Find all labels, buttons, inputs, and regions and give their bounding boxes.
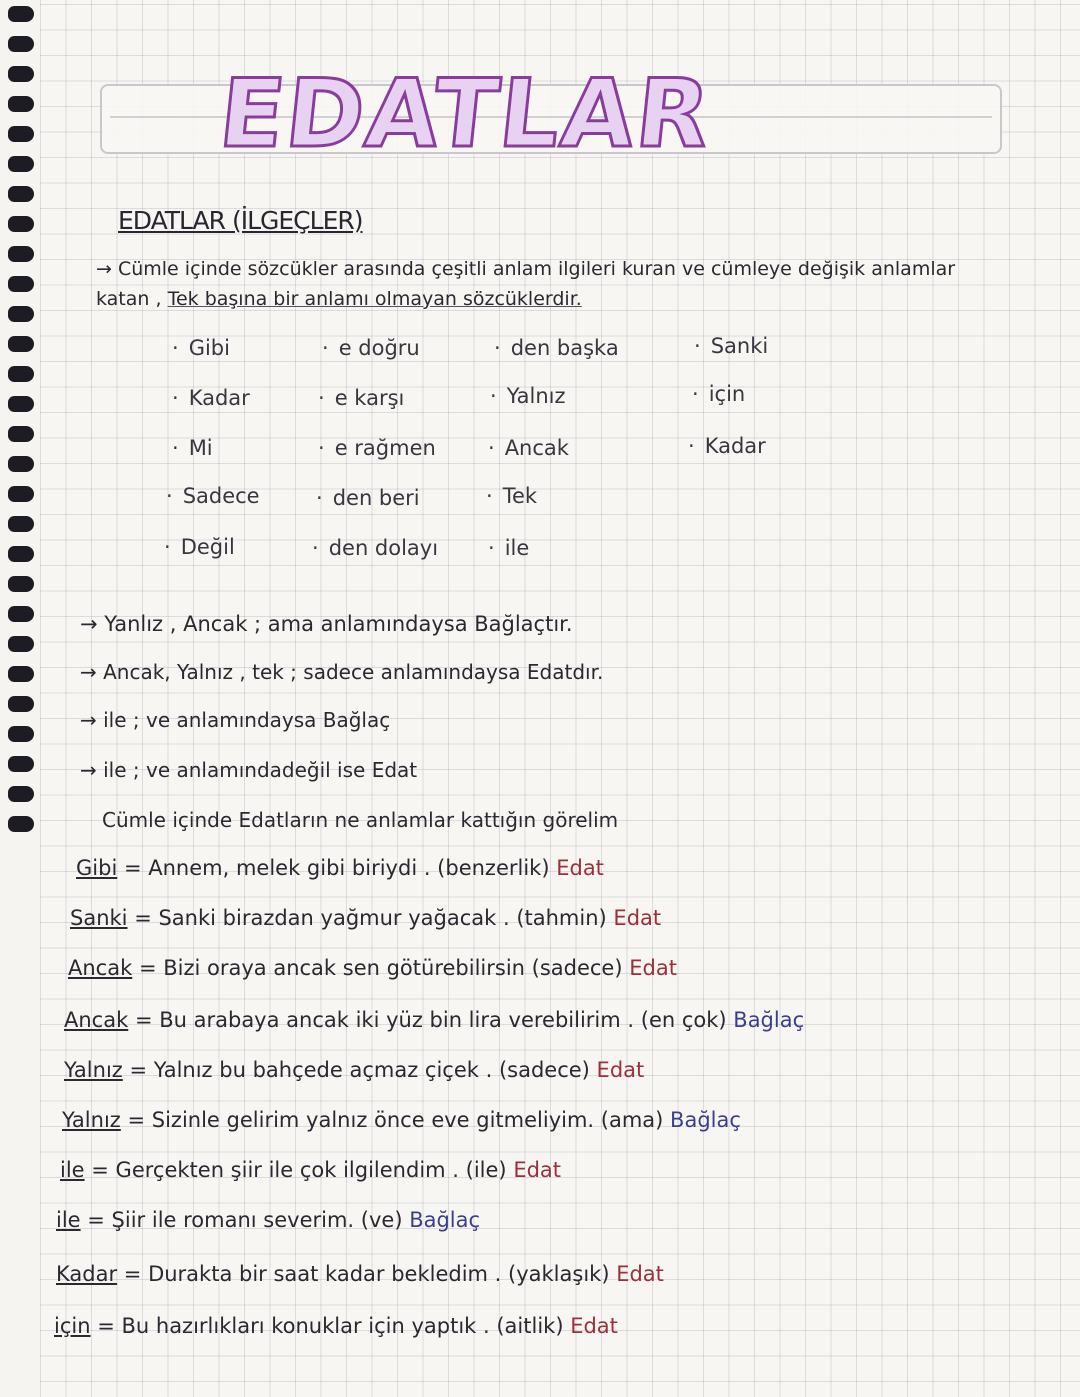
binding-ring [8, 486, 34, 502]
binding-ring [8, 66, 34, 82]
binding-ring [8, 696, 34, 712]
binding-ring [8, 726, 34, 742]
binding-ring [8, 606, 34, 622]
list-item: · ile [488, 536, 530, 560]
list-item: · e doğru [322, 336, 420, 360]
binding-ring [8, 156, 34, 172]
binding-ring [8, 426, 34, 442]
binding-ring [8, 516, 34, 532]
examples-subheading: Cümle içinde Edatların ne anlamlar kattığın görelim [102, 808, 619, 832]
rule-line: → ile ; ve anlamındadeğil ise Edat [80, 758, 418, 782]
binding-ring [8, 786, 34, 802]
binding-ring [8, 36, 34, 52]
example-row: Yalnız = Sizinle gelirim yalnız önce eve gitmeliyim. (ama) Bağlaç [62, 1108, 741, 1132]
intro-prefix: katan , [96, 288, 162, 310]
example-row: için = Bu hazırlıkları konuklar için yaptık . (aitlik) Edat [54, 1314, 618, 1338]
list-item: · Kadar [688, 434, 766, 458]
list-item: · Değil [164, 535, 235, 559]
binding-ring [8, 96, 34, 112]
binding-ring [8, 636, 34, 652]
binding-ring [8, 216, 34, 232]
binding-ring [8, 306, 34, 322]
binding-ring [8, 366, 34, 382]
binding-ring [8, 186, 34, 202]
list-item: · e rağmen [318, 436, 436, 460]
list-item: · Sanki [694, 334, 769, 358]
binding-ring [8, 336, 34, 352]
list-item: · den başka [494, 336, 619, 360]
list-item: · Sadece [166, 484, 260, 508]
binding-ring [8, 246, 34, 262]
rule-line: → Yanlız , Ancak ; ama anlamındaysa Bağlaçtır. [80, 612, 573, 636]
example-row: Ancak = Bu arabaya ancak iki yüz bin lira verebilirim . (en çok) Bağlaç [64, 1008, 805, 1032]
binding-ring [8, 456, 34, 472]
example-row: ile = Gerçekten şiir ile çok ilgilendim . (ile) Edat [60, 1158, 562, 1182]
list-item: · Gibi [172, 336, 230, 360]
binding-ring [8, 546, 34, 562]
list-item: · Yalnız [490, 384, 566, 408]
intro-definition: Tek başına bir anlamı olmayan sözcüklerdir. [167, 288, 582, 310]
example-row: Ancak = Bizi oraya ancak sen götürebilirsin (sadece) Edat [68, 956, 677, 980]
example-row: Kadar = Durakta bir saat kadar bekledim . (yaklaşık) Edat [56, 1262, 664, 1286]
list-item: · den beri [316, 486, 420, 510]
binding-ring [8, 816, 34, 832]
example-row: ile = Şiir ile romanı severim. (ve) Bağlaç [56, 1208, 481, 1232]
rule-line: → ile ; ve anlamındaysa Bağlaç [80, 708, 391, 732]
rule-line: → Ancak, Yalnız , tek ; sadece anlamındaysa Edatdır. [80, 660, 604, 684]
binding-ring [8, 396, 34, 412]
binding-ring [8, 576, 34, 592]
list-item: · için [692, 382, 746, 406]
list-item: · Kadar [172, 386, 250, 410]
example-row: Gibi = Annem, melek gibi biriydi . (benzerlik) Edat [76, 856, 604, 880]
binding-ring [8, 756, 34, 772]
list-item: · e karşı [318, 386, 405, 410]
binding-ring [8, 666, 34, 682]
section-heading: EDATLAR (İLGEÇLER) [118, 206, 363, 235]
list-item: · Ancak [488, 436, 569, 460]
list-item: · Tek [486, 484, 538, 508]
list-item: · den dolayı [312, 536, 439, 560]
binding-ring [8, 276, 34, 292]
binding-ring [8, 126, 34, 142]
intro-line-1: → Cümle içinde sözcükler arasında çeşitli anlam ilgileri kuran ve cümleye değişik anlamlar [96, 258, 956, 280]
page-title: EDATLAR [214, 60, 717, 169]
example-row: Sanki = Sanki birazdan yağmur yağacak . (tahmin) Edat [70, 906, 662, 930]
spiral-binding [0, 0, 40, 1397]
intro-line-2 [96, 288, 582, 310]
list-item: · Mi [172, 436, 213, 460]
example-row: Yalnız = Yalnız bu bahçede açmaz çiçek . (sadece) Edat [64, 1058, 645, 1082]
binding-ring [8, 6, 34, 22]
